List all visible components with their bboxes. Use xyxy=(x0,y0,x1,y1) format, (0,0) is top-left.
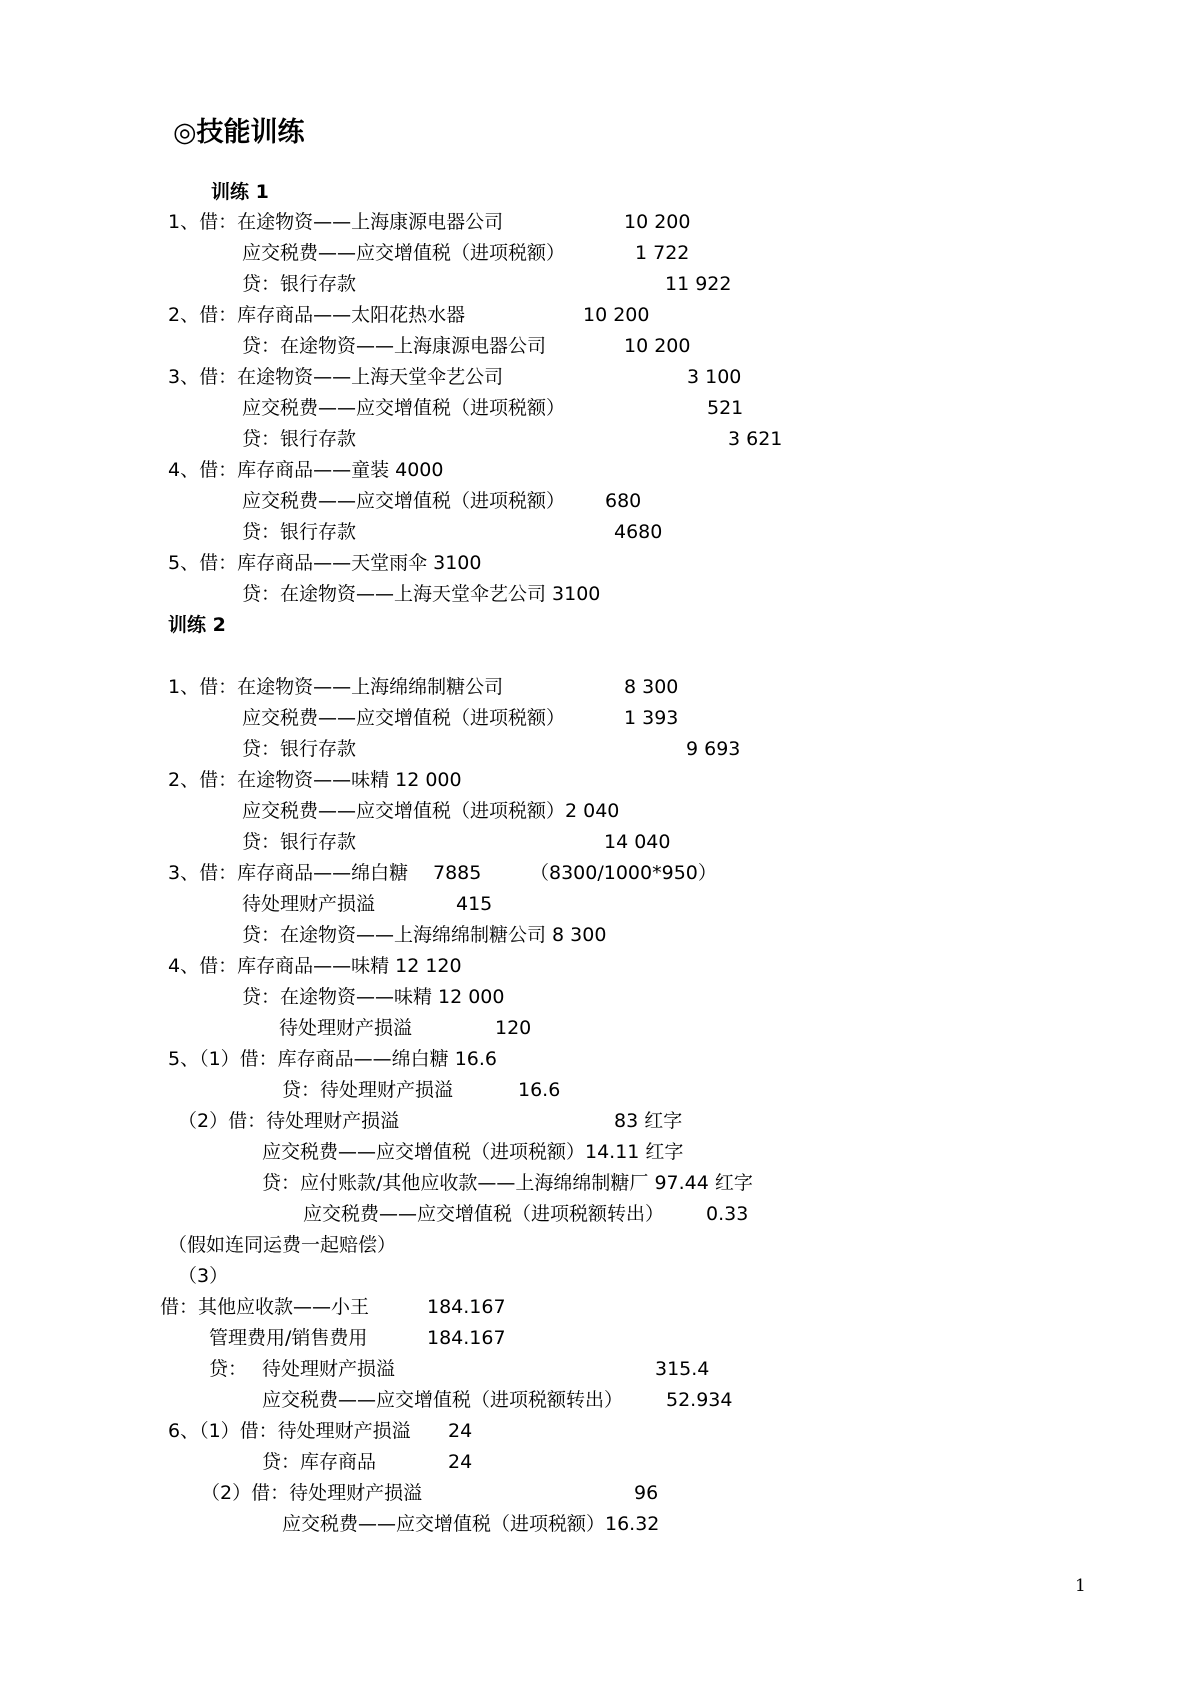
entry-text: 应交税费——应交增值税（进项税额） xyxy=(242,490,566,512)
entry-amount: 10 200 xyxy=(624,211,691,233)
entry-amount: 120 xyxy=(495,1017,532,1039)
entry-text: （假如连同运费一起赔偿） xyxy=(168,1234,397,1256)
entry-text: 应交税费——应交增值税（进项税额）14.11 红字 xyxy=(262,1141,684,1163)
entry-amount: 10 200 xyxy=(583,304,650,326)
entry-text: 4、借：库存商品——童装 4000 xyxy=(168,459,444,481)
entry-text: 应交税费——应交增值税（进项税额） xyxy=(242,242,566,264)
entry-amount: 184.167 xyxy=(427,1296,506,1318)
entry-line xyxy=(0,424,1191,454)
entry-line xyxy=(0,796,1191,826)
entry-amount: 1 722 xyxy=(635,242,690,264)
entry-text: 应交税费——应交增值税（进项税额）2 040 xyxy=(242,800,620,822)
entry-line xyxy=(0,951,1191,981)
entry-amount: 9 693 xyxy=(686,738,741,760)
entry-line xyxy=(0,331,1191,361)
entry-text: （2）借：待处理财产损溢 xyxy=(178,1110,400,1132)
entry-text: 应交税费——应交增值税（进项税额）16.32 xyxy=(282,1513,660,1535)
entry-line xyxy=(0,920,1191,950)
entry-line xyxy=(0,1044,1191,1074)
entry-text: 6、（1）借：待处理财产损溢 xyxy=(168,1420,411,1442)
entry-text: 借：其他应收款——小王 xyxy=(160,1296,370,1318)
entry-line xyxy=(0,1261,1191,1291)
entry-text: 管理费用/销售费用 xyxy=(209,1327,368,1349)
entry-line xyxy=(0,1230,1191,1260)
entry-amount: 14 040 xyxy=(604,831,671,853)
entry-text: 应交税费——应交增值税（进项税额） xyxy=(242,707,566,729)
entry-amount: 3 621 xyxy=(728,428,783,450)
entry-text: 训练 1 xyxy=(211,181,269,203)
entry-line xyxy=(0,579,1191,609)
entry-line xyxy=(0,269,1191,299)
entry-amount: 4680 xyxy=(614,521,663,543)
entry-text: 贷：应付账款/其他应收款——上海绵绵制糖厂 97.44 红字 xyxy=(262,1172,753,1194)
entry-text: 贷： xyxy=(209,1358,248,1380)
entry-text: 贷：银行存款 xyxy=(242,738,357,760)
entry-amount: 16.6 xyxy=(518,1079,561,1101)
entry-text: 贷：银行存款 xyxy=(242,428,357,450)
entry-line xyxy=(0,1137,1191,1167)
entry-amount: 24 xyxy=(448,1420,473,1442)
entry-amount: 521 xyxy=(707,397,744,419)
entry-text: 3、借：库存商品——绵白糖 xyxy=(168,862,409,884)
entry-text: 应交税费——应交增值税（进项税额） xyxy=(242,397,566,419)
entry-amount: 24 xyxy=(448,1451,473,1473)
entry-line xyxy=(0,734,1191,764)
entry-line xyxy=(0,1385,1191,1415)
entry-text: 贷：库存商品 xyxy=(262,1451,377,1473)
entry-line xyxy=(0,486,1191,516)
entry-text: 训练 2 xyxy=(168,614,226,636)
entry-line xyxy=(0,672,1191,702)
entry-line xyxy=(0,455,1191,485)
page-title: ◎技能训练 xyxy=(173,117,305,148)
entry-amount: 待处理财产损溢 xyxy=(262,1358,396,1380)
entry-amount: 12 000 xyxy=(438,986,505,1008)
entry-text: 3、借：在途物资——上海天堂伞艺公司 xyxy=(168,366,504,388)
entry-line xyxy=(0,548,1191,578)
entry-amount: 83 红字 xyxy=(614,1110,683,1132)
entry-amount: 11 922 xyxy=(665,273,732,295)
entry-line xyxy=(0,238,1191,268)
entry-text: 2、借：库存商品——太阳花热水器 xyxy=(168,304,466,326)
entry-amount: 8 300 xyxy=(624,676,679,698)
section-heading xyxy=(0,610,1191,640)
entry-amount: 10 200 xyxy=(624,335,691,357)
entry-amount: 315.4 xyxy=(655,1358,710,1380)
entry-line xyxy=(0,1199,1191,1229)
entry-amount: 184.167 xyxy=(427,1327,506,1349)
entry-line xyxy=(0,393,1191,423)
entry-line xyxy=(0,1106,1191,1136)
entry-text: 贷：在途物资——上海天堂伞艺公司 3100 xyxy=(242,583,601,605)
entry-line xyxy=(0,1447,1191,1477)
entry-text: 应交税费——应交增值税（进项税额转出） xyxy=(303,1203,665,1225)
entry-line xyxy=(0,517,1191,547)
entry-amount: 1 393 xyxy=(624,707,679,729)
entry-line xyxy=(0,1013,1191,1043)
entry-line xyxy=(0,362,1191,392)
entry-amount: 0.33 xyxy=(706,1203,749,1225)
entry-text: 2、借：在途物资——味精 12 000 xyxy=(168,769,462,791)
entry-line xyxy=(0,889,1191,919)
entry-text: 5、（1）借：库存商品——绵白糖 16.6 xyxy=(168,1048,498,1070)
entry-line xyxy=(0,1509,1191,1539)
section-heading xyxy=(0,177,1191,207)
entry-text: 5、借：库存商品——天堂雨伞 3100 xyxy=(168,552,482,574)
entry-text: 1、借：在途物资——上海绵绵制糖公司 xyxy=(168,676,504,698)
entry-text: 待处理财产损溢 xyxy=(279,1017,413,1039)
entry-text: 4、借：库存商品——味精 12 120 xyxy=(168,955,462,977)
entry-line xyxy=(0,1478,1191,1508)
entry-text: 贷：在途物资——味精 xyxy=(242,986,433,1008)
entry-amount: （8300/1000*950） xyxy=(530,862,717,884)
entry-line xyxy=(0,765,1191,795)
entry-line xyxy=(0,207,1191,237)
entry-line xyxy=(0,1416,1191,1446)
entry-line xyxy=(0,1075,1191,1105)
entry-text: 贷：银行存款 xyxy=(242,273,357,295)
entry-line xyxy=(0,858,1191,888)
entry-line xyxy=(0,703,1191,733)
entry-text: 应交税费——应交增值税（进项税额转出） xyxy=(262,1389,624,1411)
entry-text: 待处理财产损溢 xyxy=(242,893,376,915)
entry-text: 贷：在途物资——上海绵绵制糖公司 8 300 xyxy=(242,924,607,946)
entry-line xyxy=(0,1168,1191,1198)
entry-line xyxy=(0,1292,1191,1322)
entry-text: 贷：银行存款 xyxy=(242,521,357,543)
entry-amount: 52.934 xyxy=(666,1389,733,1411)
entry-text: （3） xyxy=(178,1265,229,1287)
entry-line xyxy=(0,827,1191,857)
entry-amount: 3 100 xyxy=(687,366,742,388)
entry-text: 1、借：在途物资——上海康源电器公司 xyxy=(168,211,504,233)
entry-text: 贷：在途物资——上海康源电器公司 xyxy=(242,335,547,357)
entry-text: 贷：银行存款 xyxy=(242,831,357,853)
entry-text: 贷：待处理财产损溢 xyxy=(282,1079,454,1101)
entry-amount: 7885 xyxy=(433,862,482,884)
entry-line xyxy=(0,1323,1191,1353)
page-number: 1 xyxy=(1075,1576,1086,1596)
entry-amount: 680 xyxy=(605,490,642,512)
entry-text: （2）借：待处理财产损溢 xyxy=(201,1482,423,1504)
entry-line xyxy=(0,982,1191,1012)
entry-amount: 96 xyxy=(634,1482,659,1504)
entry-line xyxy=(0,300,1191,330)
entry-line xyxy=(0,1354,1191,1384)
entry-amount: 415 xyxy=(456,893,493,915)
